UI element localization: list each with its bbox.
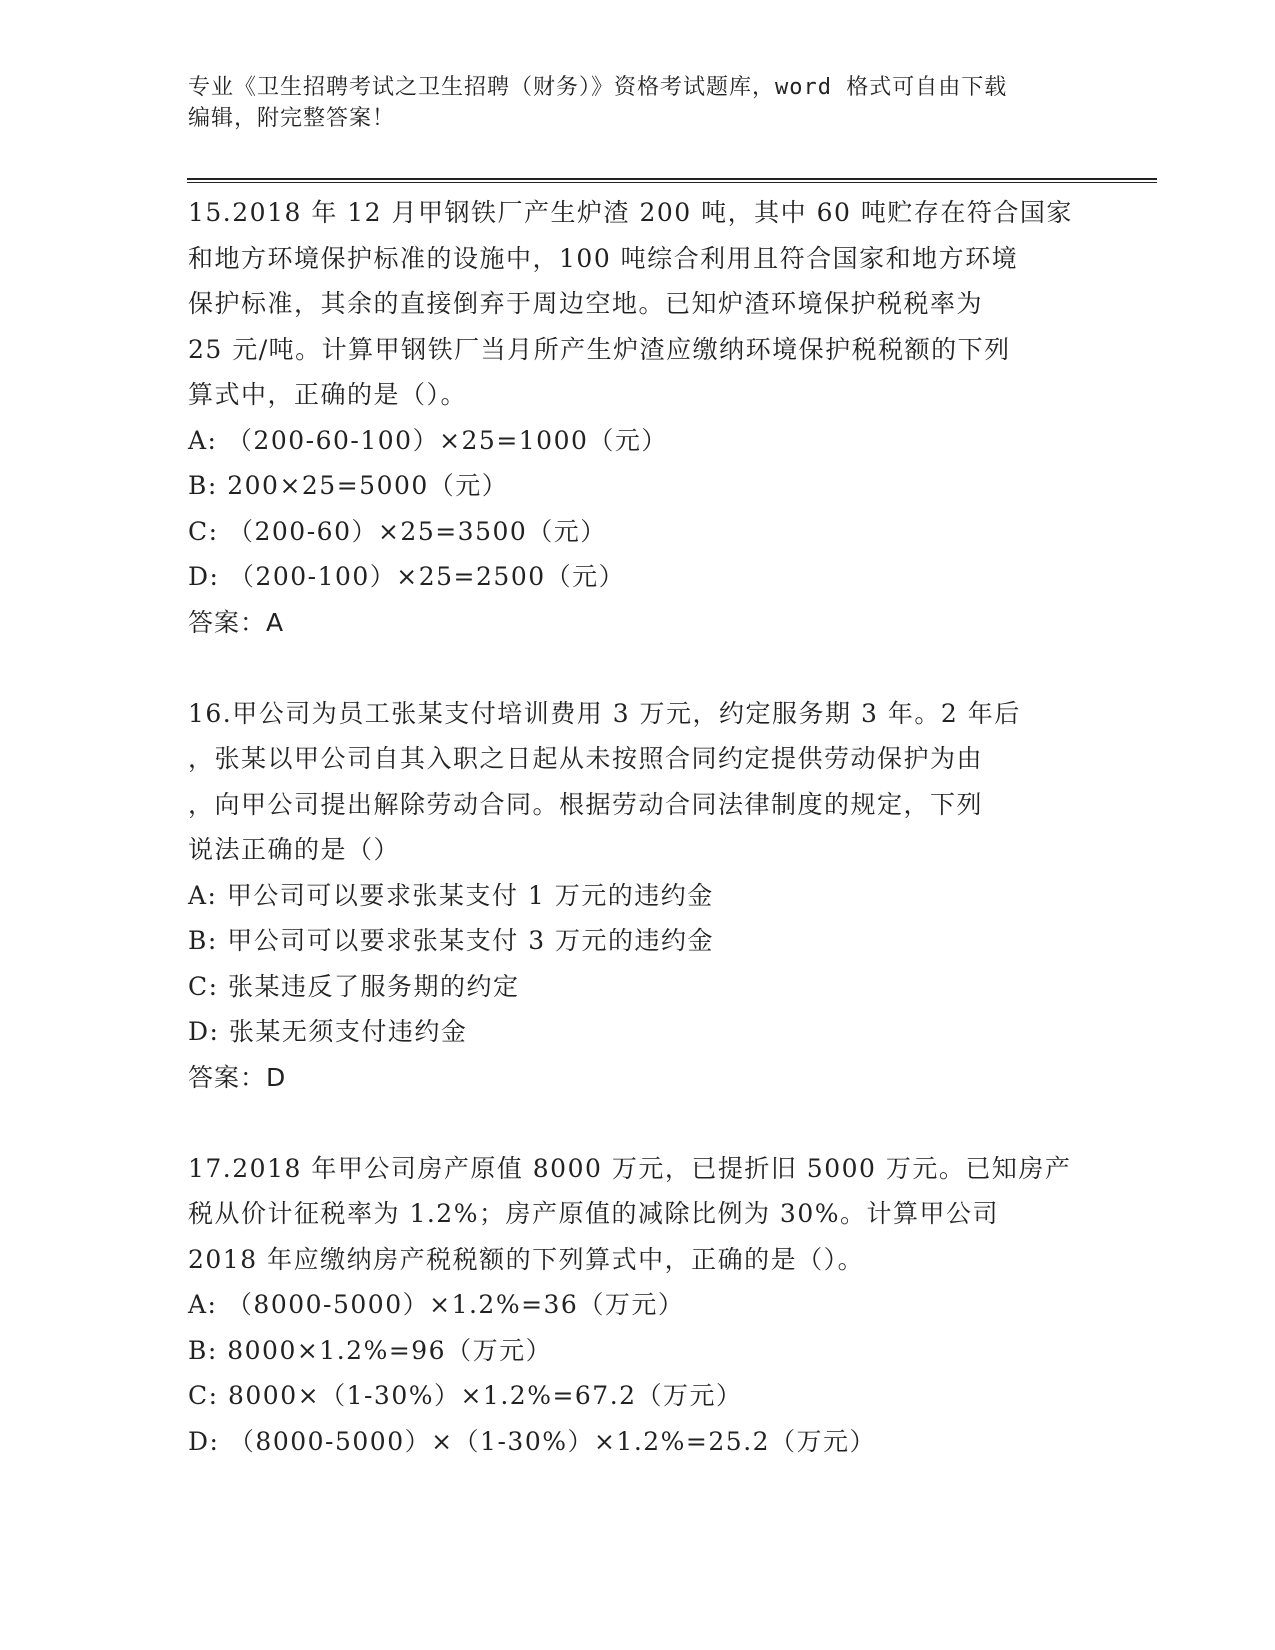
question-text-line: 15.2018 年 12 月甲钢铁厂产生炉渣 200 吨，其中 60 吨贮存在符合国家 — [188, 198, 1073, 227]
option-c: C: 8000×（1-30%）×1.2%=67.2（万元） — [188, 1381, 743, 1410]
question-text-line: 25 元/吨。计算甲钢铁厂当月所产生炉渣应缴纳环境保护税税额的下列 — [188, 334, 1011, 364]
question-text-line: 算式中，正确的是（）。 — [188, 380, 468, 409]
header-divider-thick — [187, 178, 1157, 180]
question-text-line: ，向甲公司提出解除劳动合同。根据劳动合同法律制度的规定，下列 — [188, 789, 984, 819]
question-16 — [188, 691, 1088, 1101]
question-text-line: 16.甲公司为员工张某支付培训费用 3 万元，约定服务期 3 年。2 年后 — [188, 698, 1021, 728]
question-text-line: 保护标准，其余的直接倒弃于周边空地。已知炉渣环境保护税税率为 — [188, 289, 984, 318]
question-15 — [188, 190, 1088, 645]
answer-label: 答案：A — [188, 607, 285, 637]
option-d: D: （200-100）×25=2500（元） — [188, 562, 626, 591]
spacer — [188, 1100, 1088, 1146]
question-text-line: 2018 年应缴纳房产税税额的下列算式中，正确的是（）。 — [188, 1244, 865, 1274]
option-d: D: 张某无须支付违约金 — [188, 1017, 468, 1046]
header-line-2: 编辑，附完整答案！ — [188, 106, 396, 131]
header-line-1: 专业《卫生招聘考试之卫生招聘（财务）》资格考试题库，word 格式可自由下载 — [188, 75, 1008, 100]
option-a: A: （200-60-100）×25=1000（元） — [188, 425, 668, 455]
spacer — [188, 645, 1088, 691]
option-c: C: （200-60）×25=3500（元） — [188, 516, 607, 546]
option-a: A: （8000-5000）×1.2%=36（万元） — [188, 1290, 685, 1319]
question-text-line: ，张某以甲公司自其入职之日起从未按照合同约定提供劳动保护为由 — [188, 744, 984, 773]
question-text-line: 17.2018 年甲公司房产原值 8000 万元，已提折旧 5000 万元。已知房产 — [188, 1153, 1072, 1183]
question-text-line: 和地方环境保护标准的设施中，100 吨综合利用且符合国家和地方环境 — [188, 243, 1019, 273]
document-header — [188, 72, 1088, 134]
question-text-line: 税从价计征税率为 1.2%；房产原值的减除比例为 30%。计算甲公司 — [188, 1199, 999, 1228]
question-text-line: 说法正确的是（） — [188, 835, 401, 864]
option-b: B: 8000×1.2%=96（万元） — [188, 1335, 553, 1365]
option-a: A: 甲公司可以要求张某支付 1 万元的违约金 — [188, 880, 714, 910]
question-17 — [188, 1146, 1088, 1465]
option-d: D: （8000-5000）×（1-30%）×1.2%=25.2（万元） — [188, 1426, 877, 1456]
answer-label: 答案：D — [188, 1062, 287, 1092]
option-b: B: 200×25=5000（元） — [188, 471, 509, 500]
question-list — [188, 190, 1088, 1464]
option-b: B: 甲公司可以要求张某支付 3 万元的违约金 — [188, 926, 715, 955]
header-divider-thin — [187, 182, 1157, 183]
option-c: C: 张某违反了服务期的约定 — [188, 971, 520, 1001]
